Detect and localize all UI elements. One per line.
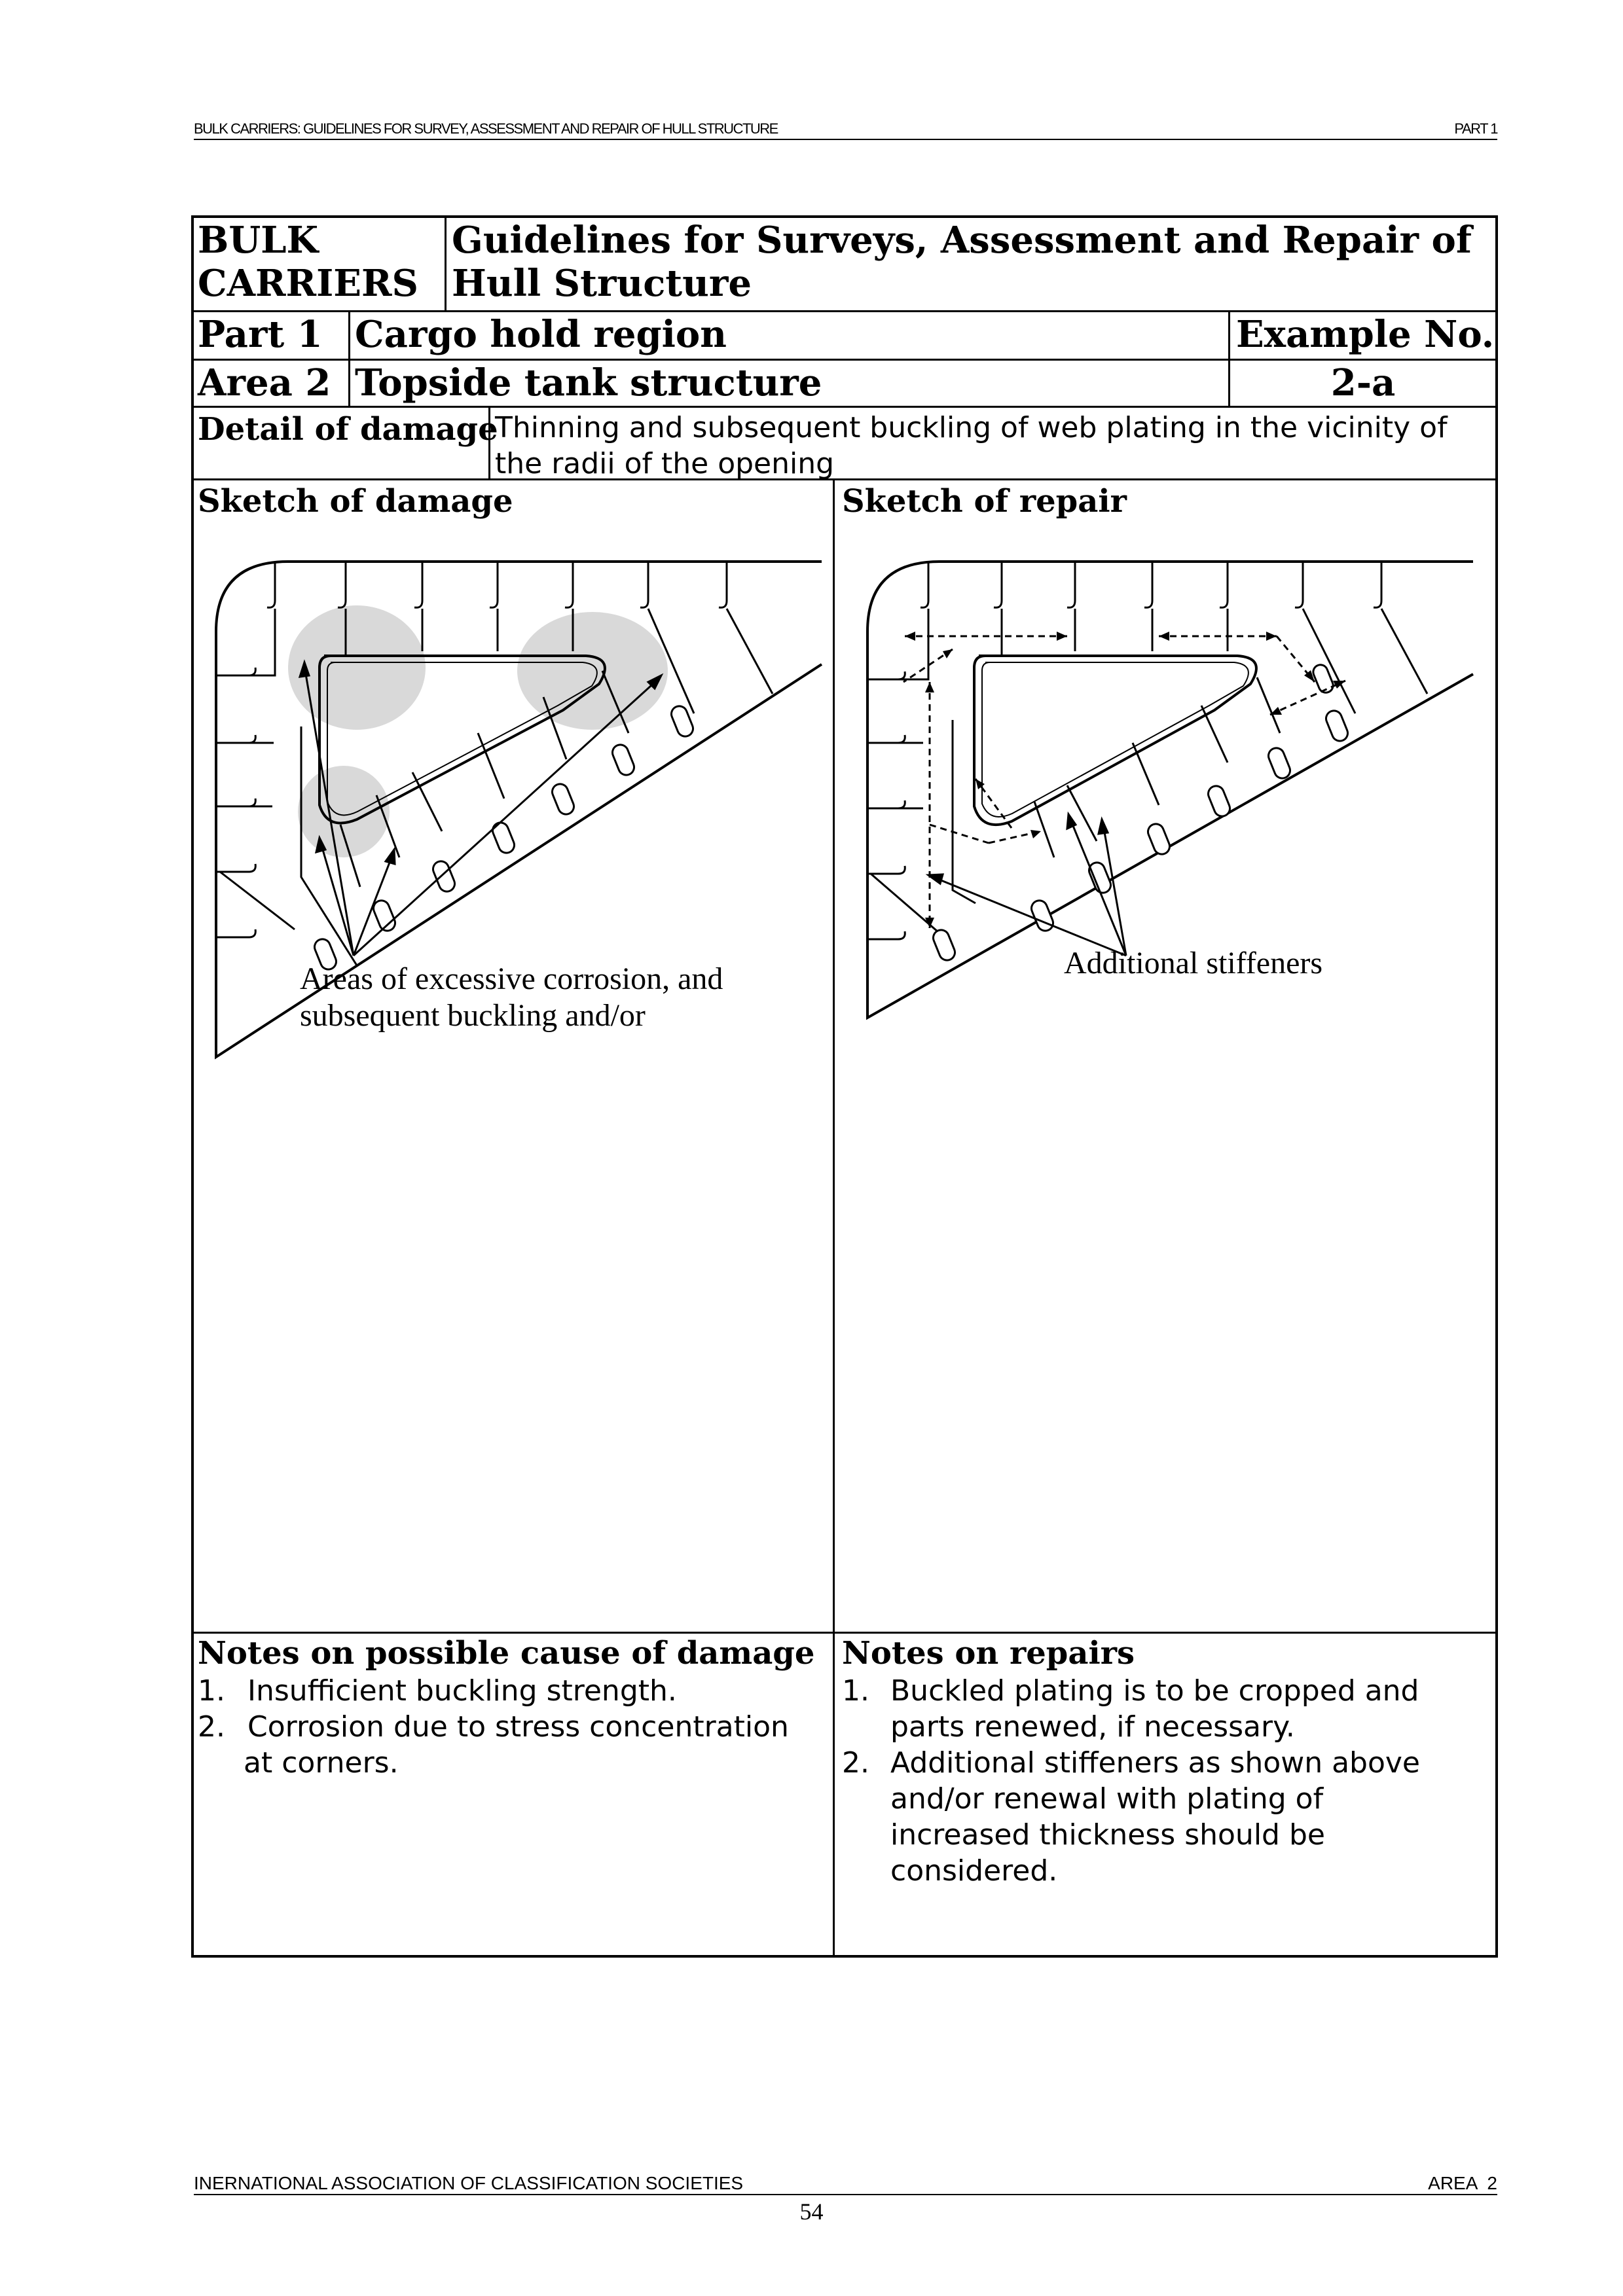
repair-callout: Additional stiffeners — [1064, 946, 1323, 980]
corrosion-area-lower-left — [298, 766, 390, 857]
example-label: Example No. — [1236, 313, 1495, 356]
damage-callout: Areas of excessive corrosion, and subsequent buckling and/or — [300, 961, 723, 1033]
part-value: Cargo hold region — [355, 313, 727, 356]
list-item: 2. Corrosion due to stress concentration at corners. — [198, 1710, 789, 1780]
document-title: Guidelines for Surveys, Assessment and Repair of Hull Structure — [452, 219, 1472, 305]
corrosion-area-upper-left — [288, 605, 426, 730]
example-number: 2-a — [1330, 361, 1396, 404]
list-item: 2. Additional stiffeners as shown above and/or renewal with plating of increased thickness should be considered. — [842, 1746, 1420, 1888]
sketch-damage-label: Sketch of damage — [198, 483, 513, 520]
notes-cause-label: Notes on possible cause of damage — [198, 1635, 815, 1672]
added-stiffener-bottom-left — [930, 825, 989, 843]
notes-cause-list — [198, 1673, 826, 1781]
repair-sketch — [845, 537, 1486, 1060]
header-rule — [194, 139, 1497, 140]
part-label: Part 1 — [198, 313, 323, 356]
footer-left: INERNATIONAL ASSOCIATION OF CLASSIFICATION SOCIETIES — [194, 2173, 744, 2193]
added-stiffener-corner-right — [1270, 681, 1345, 715]
detail-label: Detail of damage — [198, 411, 498, 448]
detail-text: Thinning and subsequent buckling of web plating in the vicinity of the radii of the opening — [495, 411, 1448, 480]
list-item: 1. Buckled plating is to be cropped and parts renewed, if necessary. — [842, 1674, 1419, 1744]
area-value: Topside tank structure — [355, 361, 822, 404]
notes-repair-label: Notes on repairs — [842, 1635, 1135, 1672]
sketch-repair-label: Sketch of repair — [842, 483, 1127, 520]
org-title: BULK CARRIERS — [198, 219, 418, 305]
area-label: Area 2 — [198, 361, 331, 404]
footer-right: AREA 2 — [1428, 2173, 1497, 2193]
corrosion-area-upper-right — [517, 612, 668, 730]
list-item: 1. Insufficient buckling strength. — [198, 1674, 677, 1708]
running-header-left: BULK CARRIERS: GUIDELINES FOR SURVEY, ASSESSMENT AND REPAIR OF HULL STRUCTURE — [194, 120, 778, 137]
notes-repair-list — [842, 1673, 1490, 1889]
page-number: 54 — [799, 2198, 824, 2225]
footer-rule — [194, 2194, 1497, 2195]
running-header-right: PART 1 — [1454, 120, 1497, 137]
